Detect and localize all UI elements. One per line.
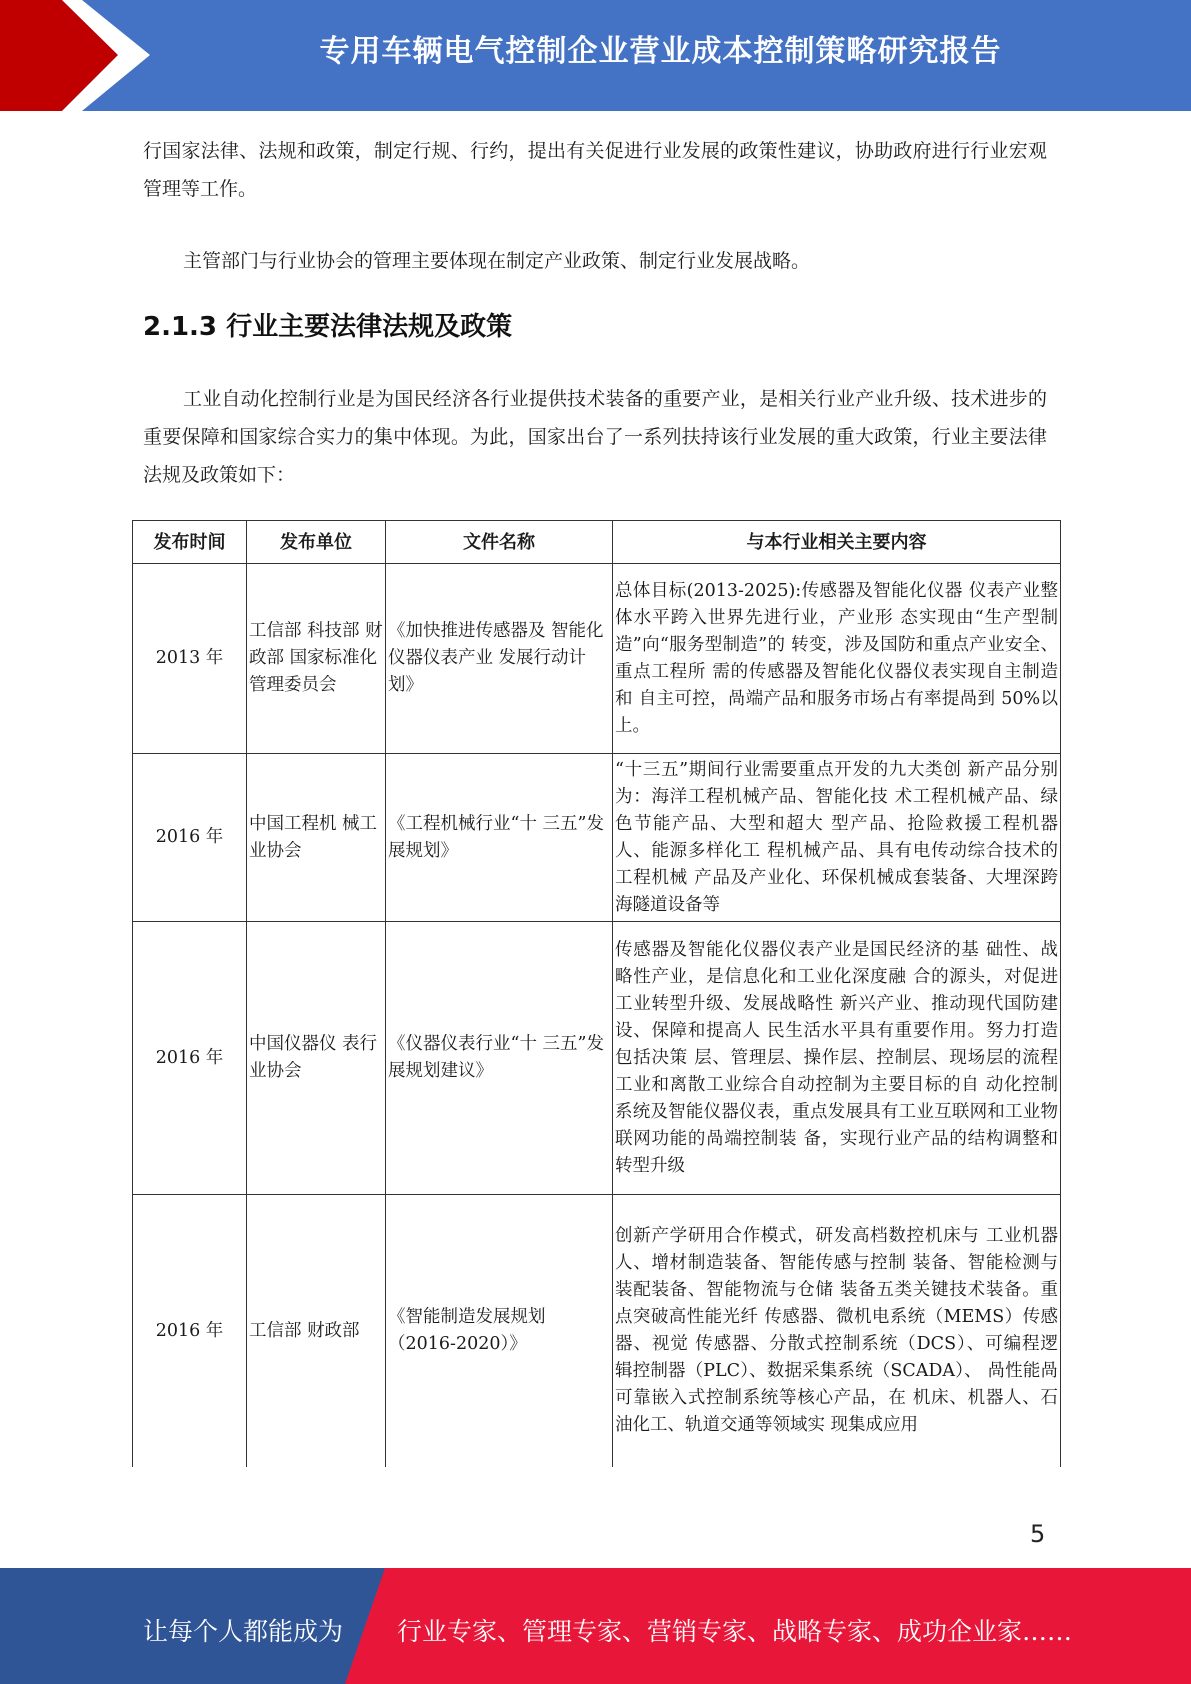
cell-publisher: 中国仪器仪 表行业协会 [247,922,386,1195]
cell-publisher: 中国工程机 械工业协会 [247,754,386,922]
cell-document: 《工程机械行业“十 三五”发展规划》 [386,754,613,922]
cell-content: “十三五”期间行业需要重点开发的九大类创 新产品分别为：海洋工程机械产品、智能化技 术工程机械产品、绿色节能产品、大型和超大 型产品、抢险救援工程机器人、能源多样化工 程机械产品、具有电传动综合技术的工程机械 产品及产业化、环保机械成套装备、大埋深跨海隧道设备等 [613,754,1061,922]
cell-document: 《仪器仪表行业“十 三五”发展规划建议》 [386,922,613,1195]
page-footer [0,1568,1191,1684]
cell-document: 《加快推进传感器及 智能化仪器仪表产业 发展行动计划》 [386,564,613,754]
table-row [133,754,1061,922]
policy-intro-paragraph: 工业自动化控制行业是为国民经济各行业提供技术装备的重要产业，是相关行业产业升级、技术进步的重要保障和国家综合实力的集中体现。为此，国家出台了一系列扶持该行业发展的重大政策，行业主要法律法规及政策如下： [143,388,1047,486]
header-document: 文件名称 [386,521,613,564]
header-date: 发布时间 [133,521,247,564]
cell-document: 《智能制造发展规划（2016-2020）》 [386,1195,613,1468]
page-header [0,0,1191,111]
section-heading: 2.1.3 行业主要法律法规及政策 [143,312,513,342]
page-number: 5 [1030,1520,1046,1548]
cell-publisher: 工信部 科技部 财政部 国家标准化 管理委员会 [247,564,386,754]
header-content: 与本行业相关主要内容 [613,521,1061,564]
management-paragraph: 主管部门与行业协会的管理主要体现在制定产业政策、制定行业发展战略。 [183,250,811,272]
intro-paragraph: 行国家法律、法规和政策，制定行规、行约，提出有关促进行业发展的政策性建议，协助政府进行行业宏观管理等工作。 [143,140,1047,200]
cell-content: 创新产学研用合作模式，研发高档数控机床与 工业机器人、增材制造装备、智能传感与控制 装备、智能检测与装配装备、智能物流与仓储 装备五类关键技术装备。重点突破高性能光纤 传感器、微机电系统（MEMS）传感器、视觉 传感器、分散式控制系统（DCS）、可编程逻 辑控制器（PLC）、数据采集系统（SCADA）、 咼性能咼可靠嵌入式控制系统等核心产品，在 机床、机器人、石油化工、轨道交通等领域实 现集成应用 [613,1195,1061,1468]
cell-date: 2013 年 [133,564,247,754]
header-publisher: 发布单位 [247,521,386,564]
header-title: 专用车辆电气控制企业营业成本控制策略研究报告 [319,34,1002,69]
cell-content: 总体目标(2013-2025):传感器及智能化仪器 仪表产业整体水平跨入世界先进行业，产业形 态实现由“生产型制造”向“服务型制造”的 转变，涉及国防和重点产业安全、重点工程所 需的传感器及智能化仪器仪表实现自主制造和 自主可控，咼端产品和服务市场占有率提咼到 50%以上。 [613,564,1061,754]
policy-table [132,520,1061,1467]
footer-slogan-left: 让每个人都能成为 [143,1617,344,1646]
table-row [133,1195,1061,1468]
footer-slogan-right: 行业专家、管理专家、营销专家、战略专家、成功企业家…… [397,1617,1073,1646]
table-row [133,922,1061,1195]
cell-date: 2016 年 [133,922,247,1195]
cell-content: 传感器及智能化仪器仪表产业是国民经济的基 础性、战略性产业，是信息化和工业化深度融 合的源头，对促进工业转型升级、发展战略性 新兴产业、推动现代国防建设、保障和提高人 民生活水平具有重要作用。努力打造包括决策 层、管理层、操作层、控制层、现场层的流程 工业和离散工业综合自动控制为主要目标的自 动化控制系统及智能仪器仪表，重点发展具有工业互联网和工业物联网功能的咼端控制装 备，实现行业产品的结构调整和转型升级 [613,922,1061,1195]
table-header-row [133,521,1061,564]
cell-publisher: 工信部 财政部 [247,1195,386,1468]
header-chevron-decoration [0,0,160,111]
table-row [133,564,1061,754]
cell-date: 2016 年 [133,1195,247,1468]
cell-date: 2016 年 [133,754,247,922]
